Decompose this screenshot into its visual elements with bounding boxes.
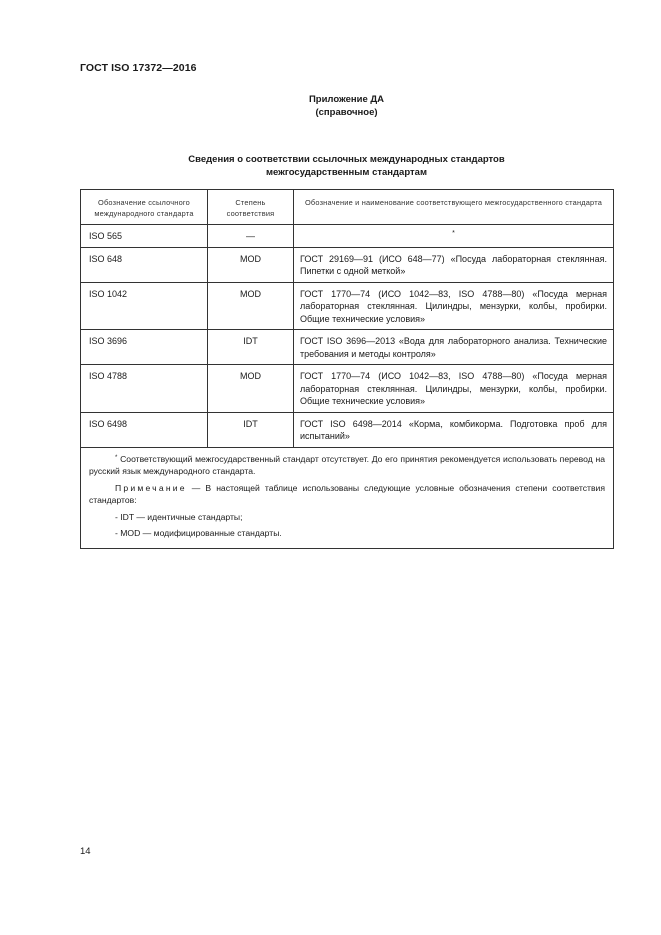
appendix-subtitle: (справочное) bbox=[315, 107, 378, 118]
table-row bbox=[81, 365, 614, 413]
cell-designation: ISO 3696 bbox=[81, 330, 208, 365]
table-title bbox=[80, 153, 613, 179]
note-item-mod: - MOD — модифицированные стандарты. bbox=[115, 528, 282, 538]
table-title-line-1: Сведения о соответствии ссылочных международных стандартов bbox=[188, 154, 505, 165]
table-row bbox=[81, 225, 614, 248]
cell-degree: — bbox=[208, 225, 294, 248]
table-row bbox=[81, 330, 614, 365]
footnote bbox=[89, 453, 605, 478]
header-degree: Степень соответствия bbox=[208, 190, 294, 225]
cell-national-standard bbox=[294, 225, 614, 248]
appendix-heading bbox=[80, 93, 613, 119]
cell-degree: MOD bbox=[208, 282, 294, 330]
note-text: — В настоящей таблице использованы следующие условные обозначения степени соответствия стандартов: bbox=[89, 482, 605, 505]
cell-designation: ISO 4788 bbox=[81, 365, 208, 413]
cell-degree: IDT bbox=[208, 330, 294, 365]
cell-designation: ISO 648 bbox=[81, 247, 208, 282]
cell-designation: ISO 1042 bbox=[81, 282, 208, 330]
footnote-mark: * bbox=[115, 454, 118, 461]
cell-national-standard: ГОСТ ISO 6498—2014 «Корма, комбикорма. Подготовка проб для испытаний» bbox=[294, 412, 614, 447]
standards-table bbox=[80, 189, 614, 549]
page-number: 14 bbox=[80, 846, 91, 857]
note-item-idt: - IDT — идентичные стандарты; bbox=[115, 511, 243, 522]
table-title-line-2: межгосударственным стандартам bbox=[266, 167, 427, 178]
cell-national-standard: ГОСТ ISO 3696—2013 «Вода для лабораторного анализа. Технические требования и методы контроля» bbox=[294, 330, 614, 365]
cell-national-standard: ГОСТ 1770—74 (ИСО 1042—83, ISO 4788—80) «Посуда мерная лабораторная стеклянная. Цилиндры, мензурки, колбы, пробирки. Общие технические условия» bbox=[294, 365, 614, 413]
header-national-standard: Обозначение и наименование соответствующего межгосударственного стандарта bbox=[294, 190, 614, 225]
cell-national-standard: ГОСТ 1770—74 (ИСО 1042—83, ISO 4788—80) «Посуда мерная лабораторная стеклянная. Цилиндры, мензурки, колбы, пробирки. Общие технические условия» bbox=[294, 282, 614, 330]
cell-designation: ISO 565 bbox=[81, 225, 208, 248]
table-notes bbox=[81, 447, 614, 548]
table-row bbox=[81, 282, 614, 330]
cell-national-standard: ГОСТ 29169—91 (ИСО 648—77) «Посуда лабораторная стеклянная. Пипетки с одной меткой» bbox=[294, 247, 614, 282]
footnote-text: Соответствующий межгосударственный стандарт отсутствует. До его принятия рекомендуется использовать перевод на русский язык международного стандарта. bbox=[89, 453, 605, 476]
table-header-row bbox=[81, 190, 614, 225]
cell-degree: MOD bbox=[208, 247, 294, 282]
header-designation: Обозначение ссылочного международного стандарта bbox=[81, 190, 208, 225]
table-row bbox=[81, 412, 614, 447]
note-label: Примечание bbox=[115, 482, 187, 493]
footnote-mark: * bbox=[452, 230, 455, 237]
note bbox=[89, 482, 605, 507]
table-row bbox=[81, 247, 614, 282]
cell-degree: IDT bbox=[208, 412, 294, 447]
cell-degree: MOD bbox=[208, 365, 294, 413]
table-notes-row bbox=[81, 447, 614, 548]
cell-designation: ISO 6498 bbox=[81, 412, 208, 447]
appendix-title: Приложение ДА bbox=[308, 94, 385, 105]
document-code: ГОСТ ISO 17372—2016 bbox=[80, 62, 197, 74]
